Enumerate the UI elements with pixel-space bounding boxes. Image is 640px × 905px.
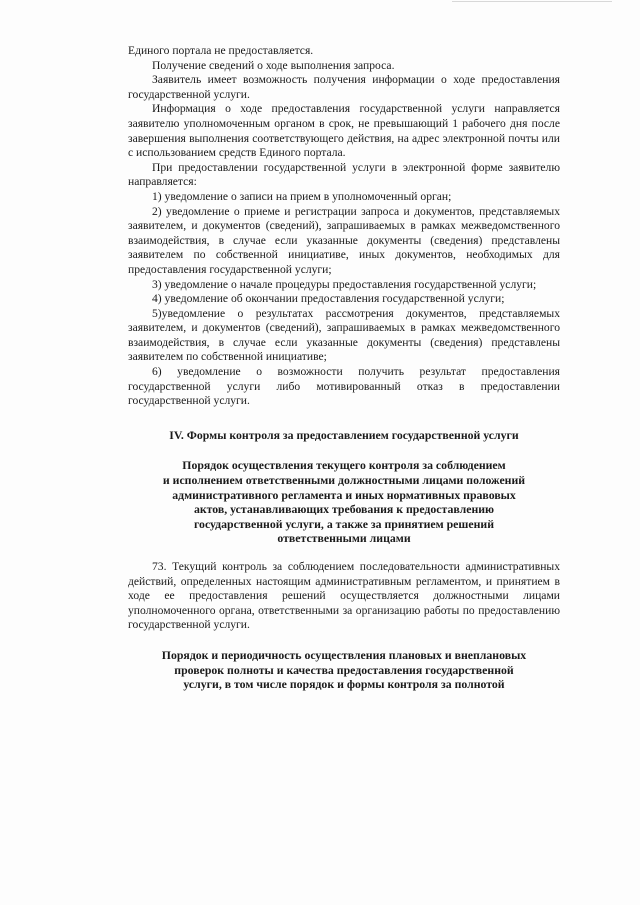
subheading-line: и исполнением ответственными должностными лицами положений [162, 473, 526, 488]
subheading-planned-inspections [128, 648, 560, 692]
subheading-current-control [128, 458, 560, 546]
list-item: 6) уведомление о возможности получить результат предоставления государственной услуги либо мотивированный отказ в предоставлении государственной услуги. [128, 365, 560, 408]
subheading-line: проверок полноты и качества предоставления государственной [174, 662, 514, 677]
list-item: 2) уведомление о приеме и регистрации запроса и документов, представляемых заявителем, и документов (сведений), запрашиваемых в рамках межведомственного взаимодействия, в случае если указанные документы (сведения) представлены заявителем по собственной инициативе, иных документов, необходимых для предоставления государственной услуги; [128, 204, 560, 276]
list-item: 4) уведомление об окончании предоставления государственной услуги; [152, 292, 505, 306]
list-item: 3) уведомление о начале процедуры предоставления государственной услуги; [152, 277, 537, 291]
paragraph: Информация о ходе предоставления государственной услуги направляется заявителю уполномоченным органом в срок, не превышающий 1 рабочего дня после завершения выполнения соответствующего действия, на адрес электронной почты или с использованием средств Единого портала. [128, 102, 560, 160]
list-item: 5)уведомление о результатах рассмотрения документов, представляемых заявителем, и документов (сведений), запрашиваемых в рамках межведомственного взаимодействия, в случае если указанные документы (сведения) представлены заявителем по собственной инициативе; [128, 306, 560, 364]
subheading-line: Порядок и периодичность осуществления плановых и внеплановых [161, 647, 527, 662]
section-title: IV. Формы контроля за предоставлением государственной услуги [169, 427, 519, 442]
scan-edge-line [452, 1, 612, 2]
list-item: 1) уведомление о записи на прием в уполномоченный орган; [152, 189, 452, 203]
document-body [128, 44, 560, 692]
paragraph: Получение сведений о ходе выполнения запроса. [152, 58, 395, 72]
paragraph-73: 73. Текущий контроль за соблюдением последовательности административных действий, определенных настоящим административным регламентом, и принятием в ходе ее предоставления решений осуществляется должностными лицами уполномоченного органа, ответственными за организацию работы по предоставлению государственной услуги. [128, 560, 560, 632]
subheading-line: административного регламента и иных нормативных правовых [172, 487, 516, 502]
subheading-line: услуги, в том числе порядок и формы контроля за полнотой [183, 677, 505, 692]
subheading-line: Порядок осуществления текущего контроля за соблюдением [182, 458, 506, 473]
subheading-line: актов, устанавливающих требования к предоставлению [193, 502, 495, 517]
paragraph: Единого портала не предоставляется. [128, 44, 314, 57]
paragraph: Заявитель имеет возможность получения информации о ходе предоставления государственной услуги. [128, 73, 560, 101]
subheading-line: государственной услуги, а также за принятием решений [193, 516, 495, 531]
subheading-line: ответственными лицами [277, 531, 411, 546]
paragraph: При предоставлении государственной услуги в электронной форме заявителю направляется: [128, 160, 560, 189]
